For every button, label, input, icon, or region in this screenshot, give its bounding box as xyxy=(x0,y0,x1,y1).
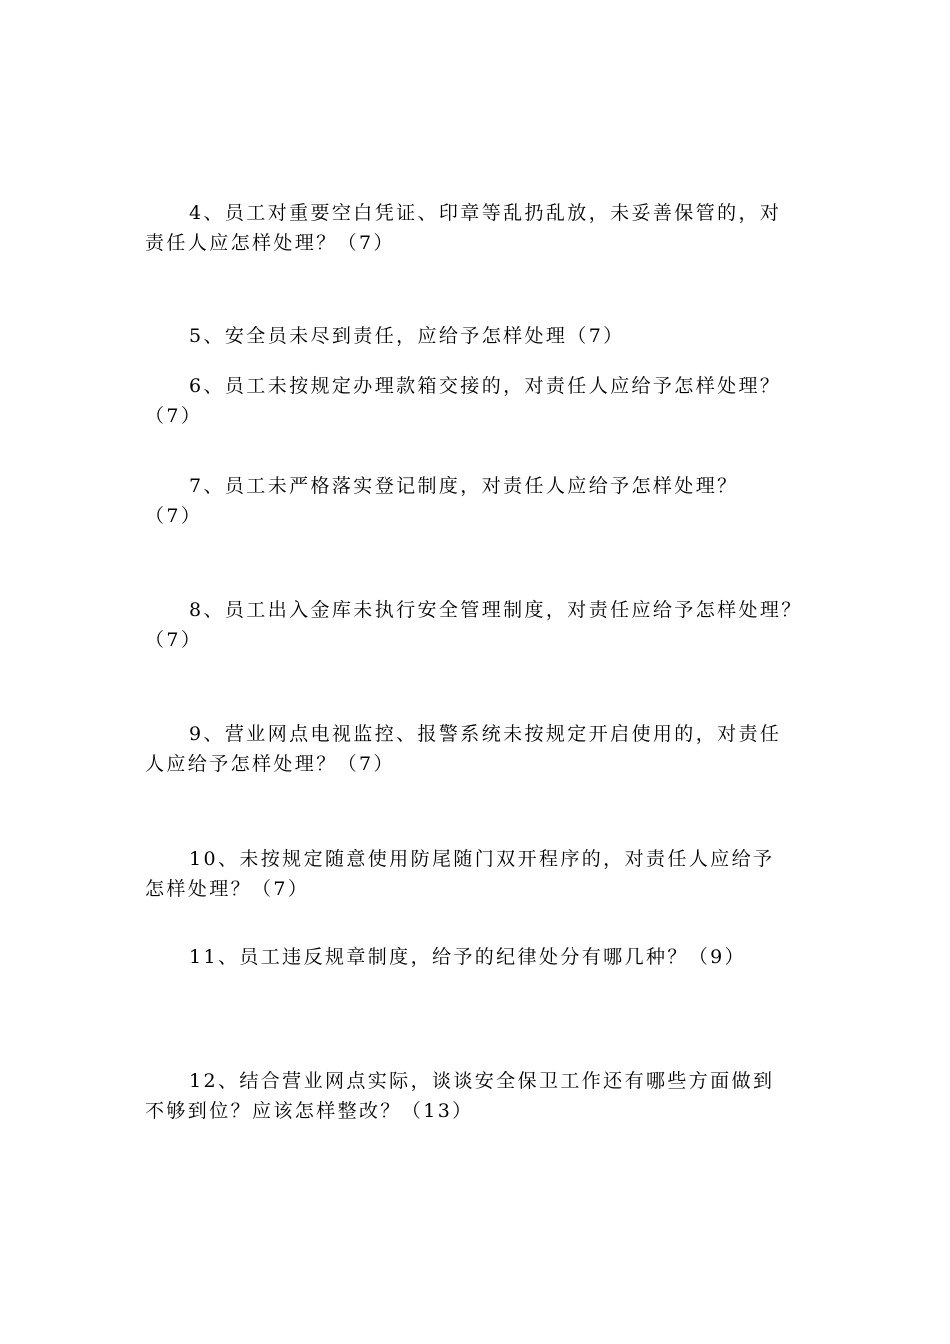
question-12-line-2: 不够到位？应该怎样整改？（13） xyxy=(145,1100,474,1122)
question-10-line-2: 怎样处理？（7） xyxy=(145,878,310,900)
question-4-line-1: 4、员工对重要空白凭证、印章等乱扔乱放，未妥善保管的，对 xyxy=(189,202,782,224)
question-6-line-1: 6、员工未按规定办理款箱交接的，对责任人应给予怎样处理？ xyxy=(189,375,782,397)
question-9-line-2: 人应给予怎样处理？（7） xyxy=(145,753,395,775)
question-6 xyxy=(145,371,825,431)
question-10 xyxy=(145,844,825,904)
question-7-line-1: 7、员工未严格落实登记制度，对责任人应给予怎样处理？ xyxy=(189,475,739,497)
question-8-line-2: （7） xyxy=(145,629,203,651)
question-6-line-2: （7） xyxy=(145,405,203,427)
question-7-line-2: （7） xyxy=(145,505,203,527)
question-7 xyxy=(145,471,825,531)
question-5 xyxy=(145,321,825,351)
question-8-line-1: 8、员工出入金库未执行安全管理制度，对责任应给予怎样处理？ xyxy=(189,599,803,621)
question-12-line-1: 12、结合营业网点实际，谈谈安全保卫工作还有哪些方面做到 xyxy=(189,1070,775,1092)
question-4-line-2: 责任人应怎样处理？（7） xyxy=(145,232,395,254)
question-9 xyxy=(145,719,825,779)
question-11 xyxy=(145,942,825,972)
question-10-line-1: 10、未按规定随意使用防尾随门双开程序的，对责任人应给予 xyxy=(189,848,775,870)
question-9-line-1: 9、营业网点电视监控、报警系统未按规定开启使用的，对责任 xyxy=(189,723,782,745)
question-5-line-1: 5、安全员未尽到责任，应给予怎样处理（7） xyxy=(189,325,625,347)
question-12 xyxy=(145,1066,825,1126)
question-8 xyxy=(145,595,825,655)
question-4 xyxy=(145,198,825,258)
question-11-line-1: 11、员工违反规章制度，给予的纪律处分有哪几种？（9） xyxy=(189,946,747,968)
